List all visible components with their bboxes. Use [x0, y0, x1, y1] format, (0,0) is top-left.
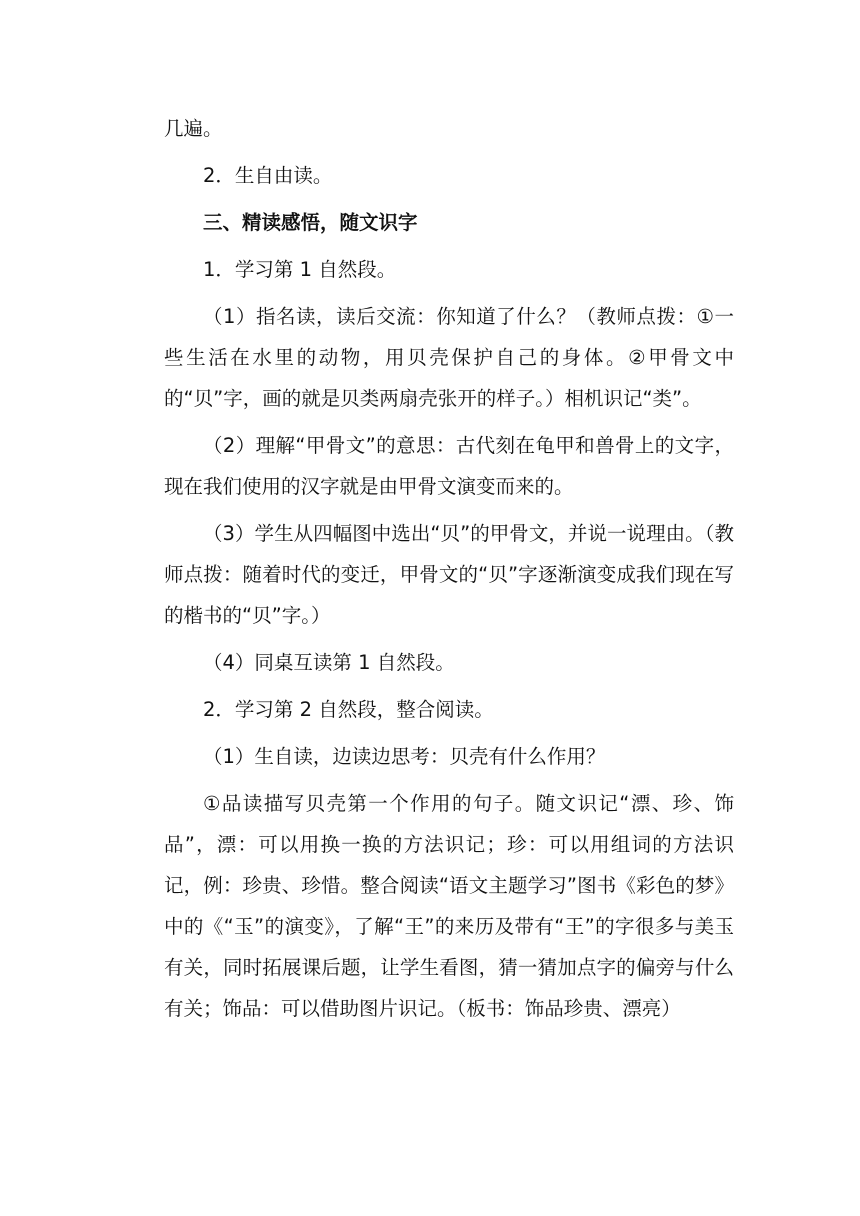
paragraph-point-4: （4）同桌互读第 1 自然段。 [203, 651, 455, 674]
paragraph-step-2-read-freely: 2．生自由读。 [203, 164, 333, 187]
paragraph-study-section-2: 2．学习第 2 自然段，整合阅读。 [203, 698, 494, 721]
paragraph-self-reading: （1）生自读，边读边思考：贝壳有什么作用？ [203, 745, 606, 768]
paragraph-first-function: ①品读描写贝壳第一个作用的句子。随文识记“漂、珍、饰品”，漂：可以用换一换的方法识记；珍：可以用组词的方法识记，例：珍贵、珍惜。整合阅读“语文主题学习”图书《彩色的梦》中的《“玉”的演变》，了解“王”的来历及带有“王”的字很多与美玉有关，同时拓展课后题，让学生看图，猜一猜加点字的偏旁与什么有关；饰品：可以借助图片识记。（板书：饰品珍贵、漂亮） [164, 792, 734, 1020]
paragraph-point-2: （2）理解“甲骨文”的意思：古代刻在龟甲和兽骨上的文字，现在我们使用的汉字就是由甲骨文演变而来的。 [164, 434, 734, 498]
document-body [164, 108, 734, 1029]
section-heading-3: 三、精读感悟，随文识字 [203, 211, 418, 234]
paragraph-point-3: （3）学生从四幅图中选出“贝”的甲骨文，并说一说理由。（教师点拨：随着时代的变迁，甲骨文的“贝”字逐渐演变成我们现在写的楷书的“贝”字。） [164, 522, 734, 627]
paragraph-continuation: 几遍。 [164, 117, 223, 140]
paragraph-study-section-1: 1．学习第 1 自然段。 [203, 258, 397, 281]
paragraph-point-1: （1）指名读，读后交流：你知道了什么？（教师点拨：①一些生活在水里的动物，用贝壳保护自己的身体。②甲骨文中的“贝”字，画的就是贝类两扇壳张开的样子。）相机识记“类”。 [164, 305, 734, 410]
